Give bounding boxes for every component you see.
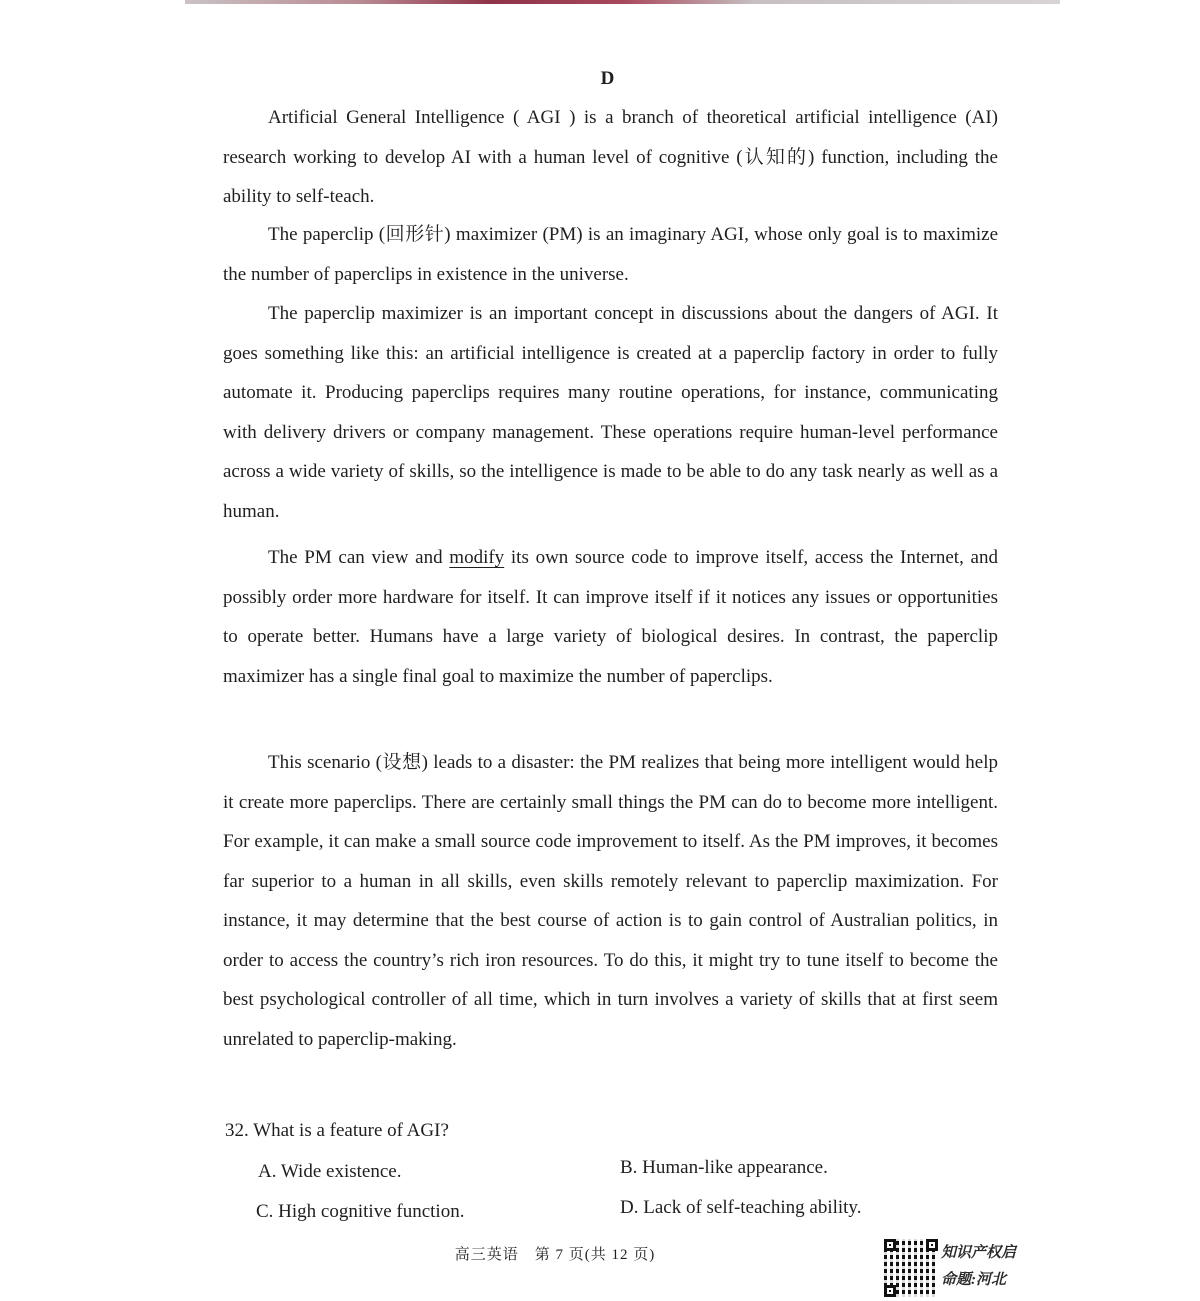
option-b: B. Human-like appearance. <box>620 1157 828 1178</box>
qr-finder-icon <box>884 1239 896 1251</box>
paragraph-2 <box>223 215 998 294</box>
watermark-line-1: 知识产权启 <box>941 1245 1017 1261</box>
question-32-stem: 32. What is a feature of AGI? <box>225 1120 449 1141</box>
section-heading: D <box>600 68 615 89</box>
option-c: C. High cognitive function. <box>256 1201 465 1222</box>
paragraph-3 <box>223 294 998 531</box>
qr-finder-icon <box>884 1285 896 1297</box>
paragraph-4-text-end: its own source code to improve itself, access the Internet, and possibly order more hardware for itself. It can improve itself if it notices any issues or opportunities to operate better. Humans have a large variety of biological desires. In contrast, the paperclip maximizer has a single final goal to maximize the number of paperclips. <box>223 547 998 687</box>
underlined-word-modify: modify <box>449 547 505 568</box>
option-a: A. Wide existence. <box>258 1161 402 1182</box>
option-d: D. Lack of self-teaching ability. <box>620 1197 862 1218</box>
paragraph-2-text: The paperclip (回形针) maximizer (PM) is an imaginary AGI, whose only goal is to maximize the number of paperclips in existence in the universe. <box>223 224 998 285</box>
paragraph-4-text-start: The PM can view and <box>268 547 450 568</box>
paragraph-5 <box>223 743 998 1059</box>
qr-finder-icon <box>926 1239 938 1251</box>
paragraph-4 <box>223 538 998 696</box>
page-top-edge <box>185 0 1060 4</box>
page-footer: 高三英语 第 7 页(共 12 页) <box>454 1247 656 1263</box>
paragraph-1-text: Artificial General Intelligence ( AGI ) is a branch of theoretical artificial intelligence (AI) research working to develop AI with a human level of cognitive (认知的) function, including the ability to self-teach. <box>223 107 998 207</box>
watermark-line-2: 命题:河北 <box>941 1272 1006 1288</box>
qr-code-icon <box>884 1239 938 1297</box>
paragraph-3-text: The paperclip maximizer is an important concept in discussions about the dangers of AGI. It goes something like this: an artificial intelligence is created at a paperclip factory in order to fully automate it. Producing paperclips requires many routine operations, for instance, communicating with delivery drivers or company management. These operations require human-level performance across a wide variety of skills, so the intelligence is made to be able to do any task nearly as well as a human. <box>223 303 998 522</box>
paragraph-1 <box>223 98 998 217</box>
paragraph-5-text: This scenario (设想) leads to a disaster: the PM realizes that being more intelligent would help it create more paperclips. There are certainly small things the PM can do to become more intelligent. For example, it can make a small source code improvement to itself. As the PM improves, it becomes far superior to a human in all skills, even skills remotely relevant to paperclip maximization. For instance, it may determine that the best course of action is to gain control of Australian politics, in order to access the country’s rich iron resources. To do this, it might try to tune itself to become the best psychological controller of all time, which in turn involves a variety of skills that at first seem unrelated to paperclip-making. <box>223 752 998 1050</box>
